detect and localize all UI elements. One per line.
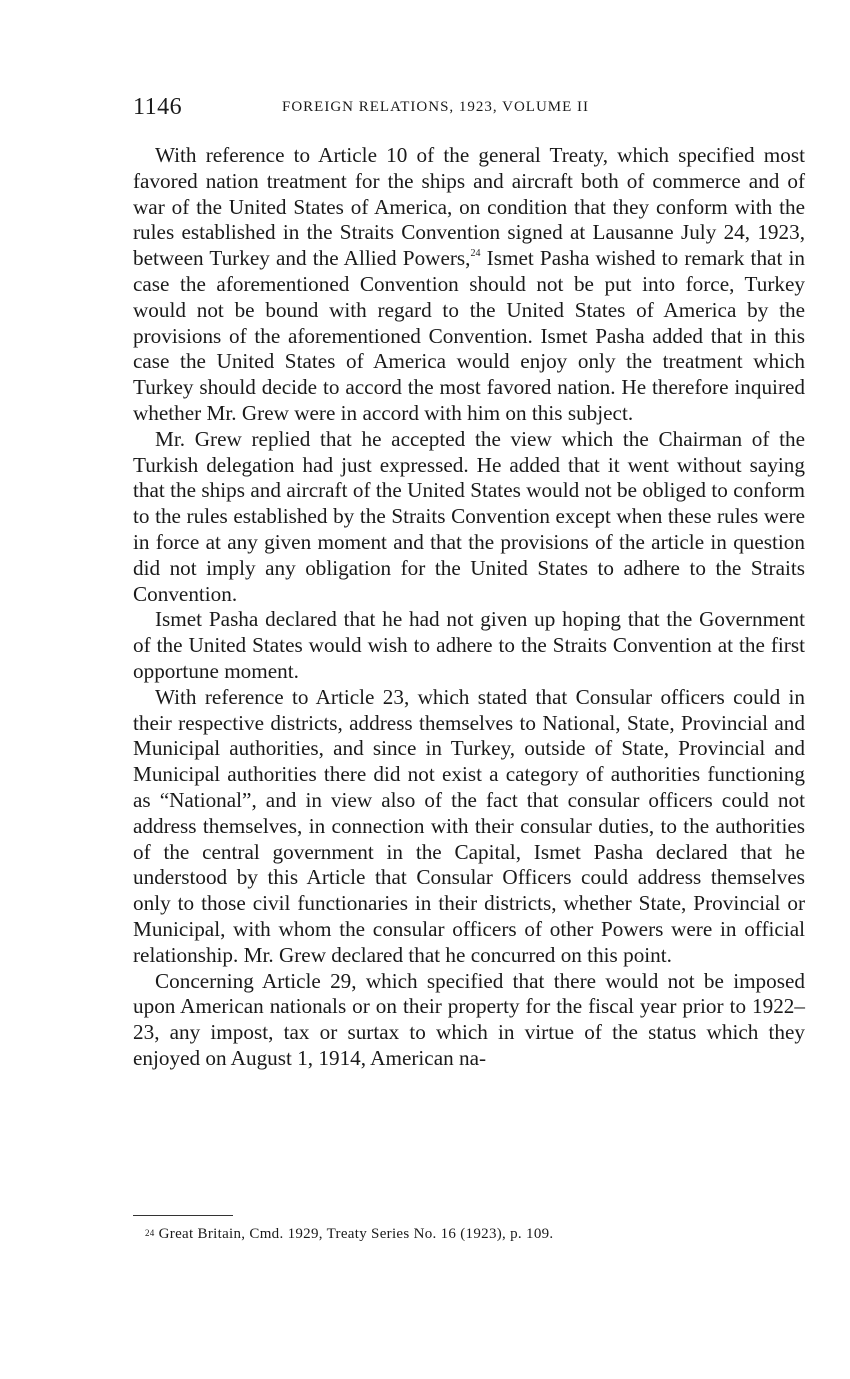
footnote-marker: 24 xyxy=(145,1228,155,1238)
footnote-reference: 24 xyxy=(470,248,481,260)
running-title: FOREIGN RELATIONS, 1923, VOLUME II xyxy=(282,99,590,115)
footnote xyxy=(145,1226,554,1243)
paragraph-ismet-hope: Ismet Pasha declared that he had not given up hoping that the Government of the United States would wish to adhere to the Straits Convention at the first opportune moment. xyxy=(133,607,805,683)
footnote-divider xyxy=(133,1215,233,1216)
paragraph-article-10 xyxy=(133,143,805,427)
paragraph-grew-reply: Mr. Grew replied that he accepted the view which the Chairman of the Turkish delegation had just expressed. He added that it went without saying that the ships and aircraft of the United States would not be obliged to conform to the rules established by the Straits Convention except when these rules were in force at any given moment and that the provisions of the article in question did not imply any obligation for the United States to adhere to the Straits Convention. xyxy=(133,426,805,606)
page-number: 1146 xyxy=(133,94,183,120)
footnote-text: Great Britain, Cmd. 1929, Treaty Series No. 16 (1923), p. 109. xyxy=(158,1226,554,1242)
paragraph-text: With reference to Article 10 of the general Treaty, which specified most favored nation treatment for the ships and aircraft both of commerce and of war of the United States of America, on condition that they conform with the rules established in the Straits Convention signed at Lausanne July 24, 1923, between Turkey and the Allied Powers, xyxy=(133,143,805,271)
paragraph-text: Ismet Pasha wished to remark that in case the aforementioned Convention should not be put into force, Turkey would not be bound with regard to the United States of America by the provisions of the aforementioned Convention. Ismet Pasha added that in this case the United States of America would enjoy only the treatment which Turkey should decide to accord the most favored nation. He therefore inquired whether Mr. Grew were in accord with him on this subject. xyxy=(133,246,805,425)
paragraph-article-23: With reference to Article 23, which stated that Consular officers could in their respective districts, address themselves to National, State, Provincial and Municipal authorities, and since in Turkey, outside of State, Provincial and Municipal authorities there did not exist a category of authorities functioning as “National”, and in view also of the fact that consular officers could not address themselves, in connection with their consular duties, to the authorities of the central government in the Capital, Ismet Pasha declared that he understood by this Article that Consular Officers could address themselves only to those civil functionaries in their districts, whether State, Provincial or Municipal, with whom the consular officers of other Powers were in official relationship. Mr. Grew declared that he concurred on this point. xyxy=(133,684,805,967)
body-text xyxy=(133,143,805,1072)
paragraph-article-29: Concerning Article 29, which specified that there would not be imposed upon American nationals or on their property for the fiscal year prior to 1922–23, any impost, tax or surtax to which in virtue of the status which they enjoyed on August 1, 1914, American na- xyxy=(133,968,805,1070)
running-header xyxy=(133,94,805,124)
